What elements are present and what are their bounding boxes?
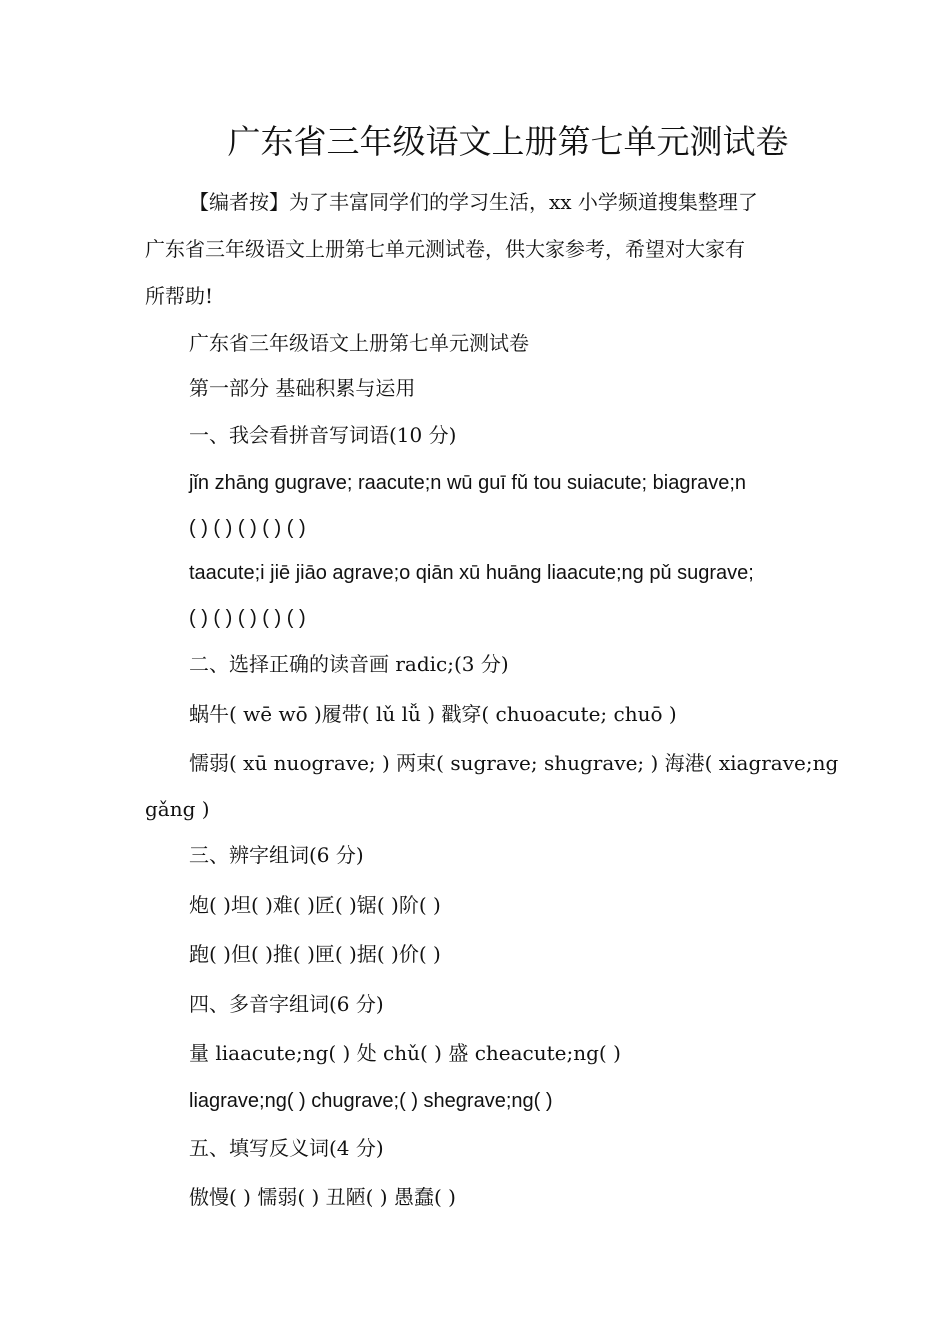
q1-blanks-line-2: ( ) ( ) ( ) ( ) ( ) bbox=[189, 607, 306, 629]
q1-heading: 一、我会看拼音写词语(10 分) bbox=[189, 423, 457, 447]
q4-line-1: 量 liaacute;ng( ) 处 chǔ( ) 盛 cheacute;ng( ) bbox=[189, 1041, 621, 1065]
part-heading: 第一部分 基础积累与运用 bbox=[189, 376, 416, 400]
q4-heading: 四、多音字组词(6 分) bbox=[189, 992, 384, 1016]
intro-line-2: 广东省三年级语文上册第七单元测试卷，供大家参考，希望对大家有 bbox=[145, 237, 745, 261]
document-title: 广东省三年级语文上册第七单元测试卷 bbox=[227, 122, 789, 161]
q3-heading: 三、辨字组词(6 分) bbox=[189, 843, 364, 867]
q2-heading: 二、选择正确的读音画 radic;(3 分) bbox=[189, 652, 509, 676]
q1-blanks-line-1: ( ) ( ) ( ) ( ) ( ) bbox=[189, 517, 306, 539]
intro-line-3: 所帮助! bbox=[145, 284, 214, 308]
q2-line-2-continued: gǎng ) bbox=[145, 797, 210, 821]
q5-line-1: 傲慢( ) 懦弱( ) 丑陋( ) 愚蠢( ) bbox=[189, 1185, 456, 1209]
q1-pinyin-line-2: taacute;i jiē jiāo agrave;o qiān xū huāng liaacute;ng pǔ sugrave; bbox=[189, 562, 754, 584]
q1-pinyin-line-1: jǐn zhāng gugrave; raacute;n wū guī fǔ tou suiacute; biagrave;n bbox=[189, 472, 747, 494]
q4-line-2: liagrave;ng( ) chugrave;( ) shegrave;ng( ) bbox=[189, 1090, 553, 1112]
subtitle: 广东省三年级语文上册第七单元测试卷 bbox=[189, 331, 529, 355]
intro-line-1: 【编者按】为了丰富同学们的学习生活，xx 小学频道搜集整理了 bbox=[189, 190, 758, 214]
q2-line-2: 懦弱( xū nuograve; ) 两束( sugrave; shugrave; ) 海港( xiagrave;ng bbox=[189, 751, 839, 775]
q2-line-1: 蜗牛( wē wō )履带( lǔ lǚ ) 戳穿( chuoacute; chuō ) bbox=[189, 702, 677, 726]
q5-heading: 五、填写反义词(4 分) bbox=[189, 1136, 384, 1160]
q3-line-1: 炮( )坦( )难( )匠( )锯( )阶( ) bbox=[189, 893, 441, 917]
q3-line-2: 跑( )但( )推( )匣( )据( )价( ) bbox=[189, 942, 441, 966]
